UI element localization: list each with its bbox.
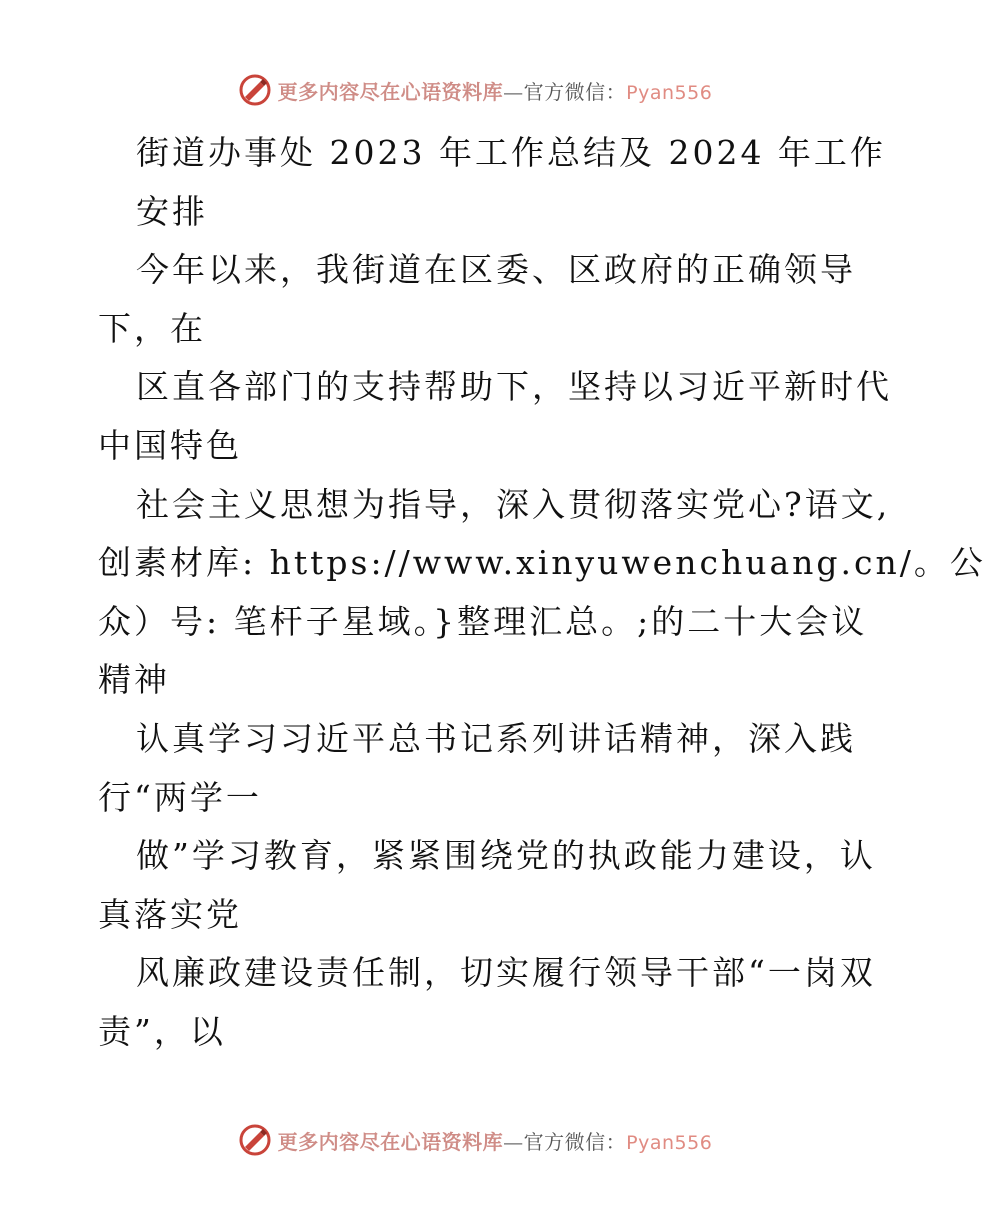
document-line: 真落实党 (98, 894, 242, 934)
header-banner (0, 70, 950, 110)
document-line: 认真学习习近平总书记系列讲话精神，深入践 (136, 718, 856, 758)
header-label: 官方微信： (523, 79, 627, 104)
footer-site-text: 更多内容尽在心语资料库 (277, 1129, 504, 1154)
document-line: 创素材库: https://www.xinyuwenchuang.cn/。公 (98, 543, 986, 583)
document-line: 今年以来，我街道在区委、区政府的正确领导 (136, 250, 856, 290)
document-line: 众）号: 笔杆子星域。}整理汇总。;的二十大会议 (98, 601, 868, 641)
document-body (98, 124, 986, 1062)
header-banner-text (278, 76, 713, 105)
footer-separator: — (503, 1129, 524, 1154)
document-line: 街道办事处 2023 年工作总结及 2024 年工作 (136, 133, 886, 172)
document-line: 下，在 (98, 308, 206, 348)
pen-circle-logo-icon (238, 1123, 272, 1157)
document-line: 行“两学一 (98, 777, 262, 817)
footer-banner-text (278, 1126, 713, 1155)
pen-circle-logo-icon (238, 73, 272, 107)
document-line: 风廉政建设责任制，切实履行领导干部“一岗双 (136, 953, 876, 993)
footer-account: Pyan556 (626, 1131, 713, 1154)
document-line: 中国特色 (98, 425, 242, 465)
header-site-text: 更多内容尽在心语资料库 (277, 79, 504, 104)
document-line: 区直各部门的支持帮助下，坚持以习近平新时代 (136, 367, 892, 407)
footer-banner (0, 1120, 950, 1160)
document-line: 责”，以 (98, 1011, 226, 1051)
header-account: Pyan556 (626, 81, 713, 104)
document-line: 社会主义思想为指导，深入贯彻落实党心?语文, (136, 484, 891, 524)
document-line: 精神 (98, 660, 170, 700)
document-line: 做”学习教育，紧紧围绕党的执政能力建设，认 (136, 836, 876, 876)
footer-label: 官方微信： (523, 1129, 627, 1154)
document-line: 安排 (136, 191, 208, 231)
header-separator: — (503, 79, 524, 104)
